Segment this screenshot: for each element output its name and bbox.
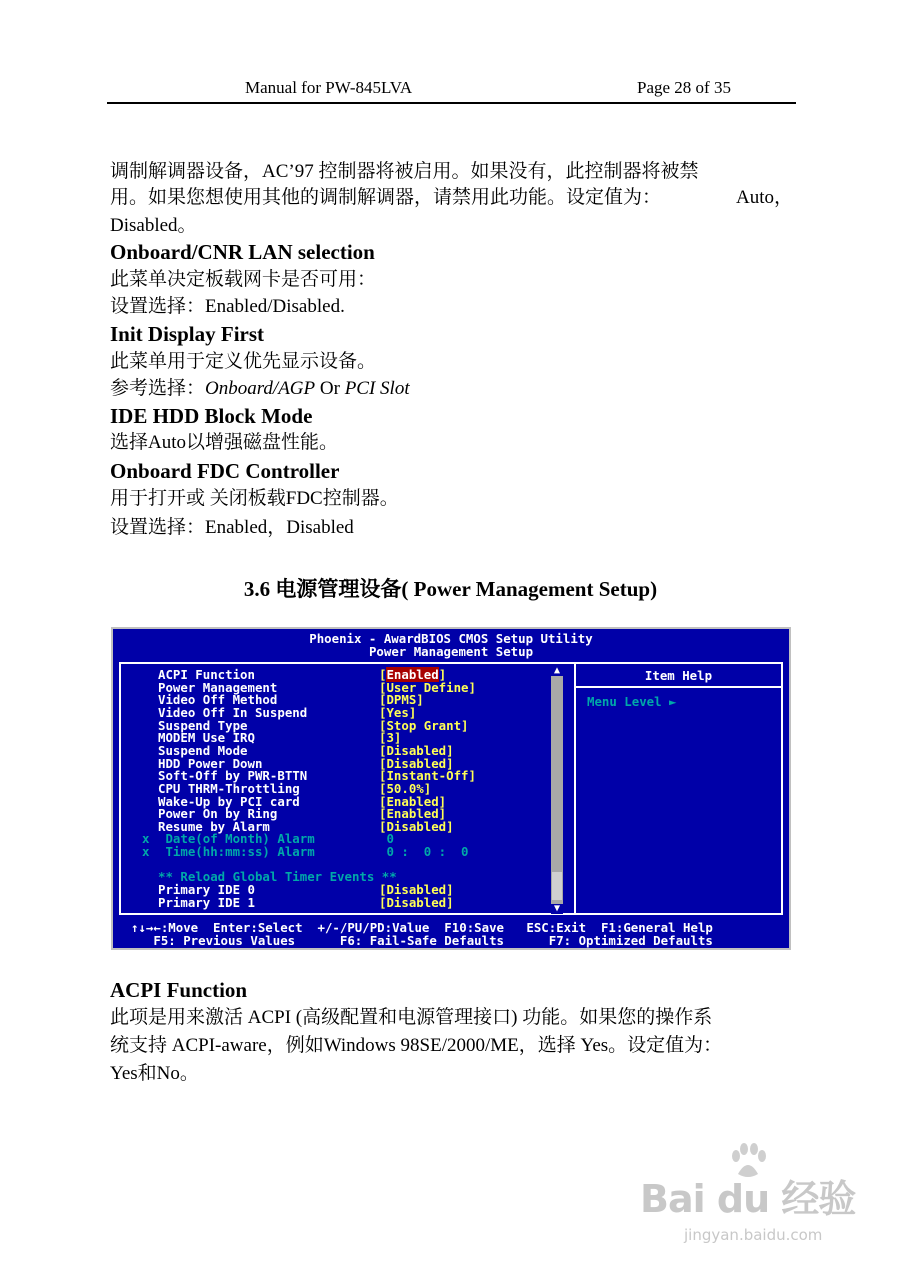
scrollbar[interactable] xyxy=(551,665,563,914)
bios-row-value[interactable]: [Instant-Off] xyxy=(379,768,476,784)
scroll-down-icon[interactable]: ▼ xyxy=(551,904,563,914)
fdc-options: 设置选择：Enabled，Disabled xyxy=(110,517,354,538)
bios-row-label: Soft-Off by PWR-BTTN xyxy=(158,768,308,784)
bios-row-value[interactable]: 0 : 0 : 0 xyxy=(379,844,469,860)
bios-row-label: Wake-Up by PCI card xyxy=(158,793,300,809)
heading-fdc: Onboard FDC Controller xyxy=(110,459,340,483)
bios-row-label: Primary IDE 1 xyxy=(158,894,255,910)
bios-frame xyxy=(119,662,783,915)
bios-row-value[interactable]: [User Define] xyxy=(379,679,476,695)
bios-divider xyxy=(574,664,576,913)
bios-row-label: HDD Power Down xyxy=(158,755,263,771)
para1-line2-end: Auto， xyxy=(735,187,793,208)
acpi-line2-text: 统支持 ACPI-aware，例如Windows 98SE/2000/ME，选择 Yes。设定值为： xyxy=(110,1035,723,1056)
bios-row-label: Video Off In Suspend xyxy=(158,704,308,720)
value-bracket-close: ] xyxy=(438,667,447,682)
scroll-up-icon[interactable]: ▲ xyxy=(551,666,563,676)
bios-row-label: Suspend Mode xyxy=(158,742,248,758)
bios-footer-1: ↑↓→←:Move Enter:Select +/-/PU/PD:Value F10:Save ESC:Exit F1:General Help xyxy=(131,920,713,935)
bios-row-label: Primary IDE 0 xyxy=(158,882,255,898)
heading-ide-hdd: IDE HDD Block Mode xyxy=(110,404,313,428)
acpi-line3: Yes和No。 xyxy=(110,1063,199,1084)
acpi-line1 xyxy=(110,1006,793,1030)
bios-row-value[interactable]: [Disabled] xyxy=(379,894,454,910)
disabled-marker: x xyxy=(142,844,150,860)
watermark-logo: Bai du 经验 xyxy=(640,1177,856,1221)
bios-row-label: ** Reload Global Timer Events ** xyxy=(158,869,397,885)
selected-value[interactable]: Enabled xyxy=(386,667,439,682)
bios-row-value[interactable]: [Stop Grant] xyxy=(379,717,469,733)
disabled-marker: x xyxy=(142,831,150,847)
bios-row-label: Suspend Type xyxy=(158,717,248,733)
opt-pci-slot: PCI Slot xyxy=(344,378,410,399)
bios-row-value[interactable]: [Yes] xyxy=(379,704,417,720)
bios-row[interactable] xyxy=(121,894,541,910)
bios-title: Phoenix - AwardBIOS CMOS Setup Utility xyxy=(309,631,593,646)
bios-row-value[interactable]: [Disabled] xyxy=(379,882,454,898)
acpi-line1-text: 此项是用来激活 ACPI (高级配置和电源管理接口) 功能。如果您的操作系 xyxy=(110,1007,713,1028)
bios-row[interactable] xyxy=(121,846,541,859)
section-title: 3.6 电源管理设备( Power Management Setup) xyxy=(243,577,658,601)
init-display-desc: 此菜单用于定义优先显示设备。 xyxy=(110,351,377,372)
baidu-watermark xyxy=(640,1140,860,1250)
watermark-url: jingyan.baidu.com xyxy=(684,1226,823,1244)
help-separator xyxy=(576,686,781,688)
opt-onboard-agp: Onboard/AGP xyxy=(205,378,316,399)
para1-line1-text: 调制解调器设备，AC’97 控制器将被启用。如果没有，此控制器将被禁 xyxy=(110,161,699,182)
bios-row-value[interactable]: [3] xyxy=(379,730,402,746)
para1-line2-text: 用。如果您想使用其他的调制解调器，请禁用此功能。设定值为： xyxy=(110,187,662,208)
bios-row-value[interactable]: [Disabled] xyxy=(379,818,454,834)
opt-or: Or xyxy=(315,378,345,399)
scroll-thumb[interactable] xyxy=(552,872,562,900)
opt-prefix: 参考选择： xyxy=(110,378,206,399)
bios-row-value[interactable]: [DPMS] xyxy=(379,692,424,708)
bios-row-value[interactable]: [50.0%] xyxy=(379,780,432,796)
bios-row-label: ACPI Function xyxy=(158,667,255,682)
fdc-desc: 用于打开或 关闭板载FDC控制器。 xyxy=(110,488,399,509)
heading-onboard-lan: Onboard/CNR LAN selection xyxy=(110,240,375,264)
menu-level: Menu Level ► xyxy=(587,694,677,709)
bios-row-label: Date(of Month) Alarm xyxy=(158,831,315,847)
bios-row-label: CPU THRM-Throttling xyxy=(158,780,300,796)
page-number: Page 28 of 35 xyxy=(637,78,731,97)
item-help-title: Item Help xyxy=(644,668,713,683)
para1-line1 xyxy=(110,160,793,184)
bios-row-value[interactable]: [Enabled] xyxy=(379,806,447,822)
bios-row-value[interactable]: 0 xyxy=(379,831,394,847)
heading-init-display: Init Display First xyxy=(110,322,265,346)
bios-screenshot xyxy=(111,627,791,950)
ide-hdd-desc: 选择Auto以增强磁盘性能。 xyxy=(110,432,339,453)
bios-row-value[interactable]: [Enabled] xyxy=(379,793,447,809)
value-bracket-open: [ xyxy=(379,667,387,682)
onboard-lan-options: 设置选择：Enabled/Disabled. xyxy=(110,296,345,317)
bios-row-value[interactable]: [Disabled] xyxy=(379,755,454,771)
bios-subtitle: Power Management Setup xyxy=(368,644,534,659)
bios-footer-2: F5: Previous Values F6: Fail-Safe Defaults F7: Optimized Defaults xyxy=(131,933,713,948)
bios-row-label: Power Management xyxy=(158,679,278,695)
heading-acpi: ACPI Function xyxy=(110,978,248,1002)
bios-row-label: Resume by Alarm xyxy=(158,818,270,834)
bios-row-value[interactable]: [Disabled] xyxy=(379,742,454,758)
manual-title: Manual for PW-845LVA xyxy=(245,78,413,97)
bios-row-label: MODEM Use IRQ xyxy=(158,730,255,746)
para1-line2 xyxy=(110,186,793,210)
bios-row-label: Time(hh:mm:ss) Alarm xyxy=(158,844,315,860)
bios-row-label: Power On by Ring xyxy=(158,806,278,822)
acpi-line2 xyxy=(110,1034,793,1058)
init-display-options xyxy=(110,377,410,401)
bios-row-label: Video Off Method xyxy=(158,692,278,708)
page-header xyxy=(107,78,796,104)
onboard-lan-desc: 此菜单决定板载网卡是否可用： xyxy=(110,269,377,290)
para1-line3: Disabled。 xyxy=(110,215,197,236)
